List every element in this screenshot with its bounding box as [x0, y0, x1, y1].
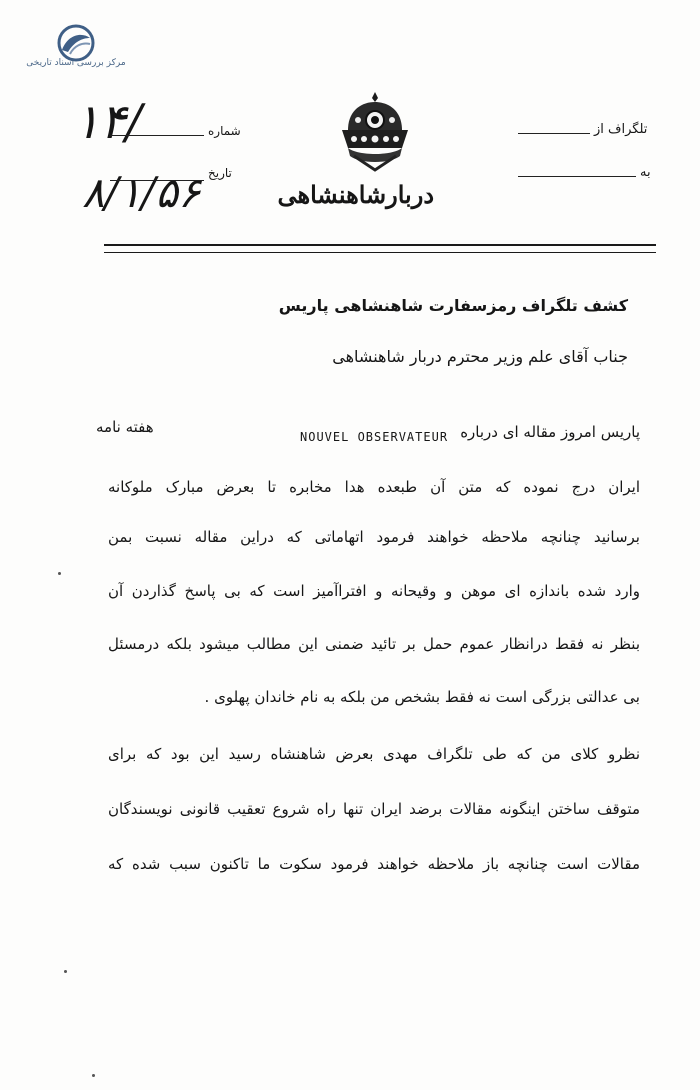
- crown-emblem-icon: [340, 90, 410, 172]
- body-line: برسانید چنانچه ملاحظه خواهند فرمود اتهاماتی که دراین مقاله نسبت بمن: [108, 528, 640, 546]
- handwritten-number: ۱۴/: [74, 94, 142, 150]
- date-label: تاریخ: [208, 166, 232, 180]
- body-line-1-right: پاریس امروز مقاله ای درباره: [460, 423, 640, 441]
- court-title: دربارشاهنشاهی: [277, 180, 434, 209]
- magazine-name: NOUVEL OBSERVATEUR: [300, 430, 449, 444]
- date-underline: [110, 180, 204, 181]
- addressee-line: جناب آقای علم وزیر محترم دربار شاهنشاهی: [332, 347, 628, 366]
- body-line: مقالات است چنانچه باز ملاحظه خواهند فرمود سکوت ما تاکنون سبب شده که: [108, 855, 640, 873]
- scan-speck: [92, 1074, 95, 1077]
- number-label: شماره: [208, 124, 241, 138]
- body-line: بی عدالتی بزرگی است نه فقط بشخص من بلکه به نام خاندان پهلوی .: [204, 688, 640, 706]
- header-divider-thin: [104, 252, 656, 253]
- body-line: بنظر نه فقط درانظار عموم حمل بر تائید ضمنی این مطالب میشود بلکه درمسئل: [108, 635, 640, 653]
- body-line-1-left: هفته نامه: [96, 418, 154, 436]
- header-divider: [104, 244, 656, 246]
- body-line: متوقف ساختن اینگونه مقالات برضد ایران تنها راه شروع تعقیب قانونی نویسندگان: [108, 800, 640, 818]
- to-label: به: [640, 165, 651, 180]
- telegraph-from-line: [518, 133, 590, 134]
- to-line: [518, 176, 636, 177]
- telegraph-from-label: تلگراف از: [594, 122, 648, 137]
- archive-logo-icon: [54, 24, 98, 62]
- body-line: نظرو کلای من که طی تلگراف مهدی بعرض شاهنشاه رسید این بود که برای: [108, 745, 640, 763]
- body-line: وارد شده باندازه ای موهن و وقیحانه و افتراآمیز است که بی پاسخ گذاردن آن: [108, 582, 640, 600]
- number-underline: [110, 135, 204, 136]
- scan-speck: [58, 572, 61, 575]
- scan-speck: [64, 970, 67, 973]
- archive-name: مرکز بررسی اسناد تاریخی: [26, 58, 126, 68]
- handwritten-date: ۸/۱/۵۶: [82, 168, 201, 217]
- subject-line: کشف تلگراف رمزسفارت شاهنشاهی پاریس: [278, 296, 628, 315]
- body-line: ایران درج نموده که متن آن طبعده هدا مخابره تا بعرض مبارک ملوکانه: [108, 478, 640, 496]
